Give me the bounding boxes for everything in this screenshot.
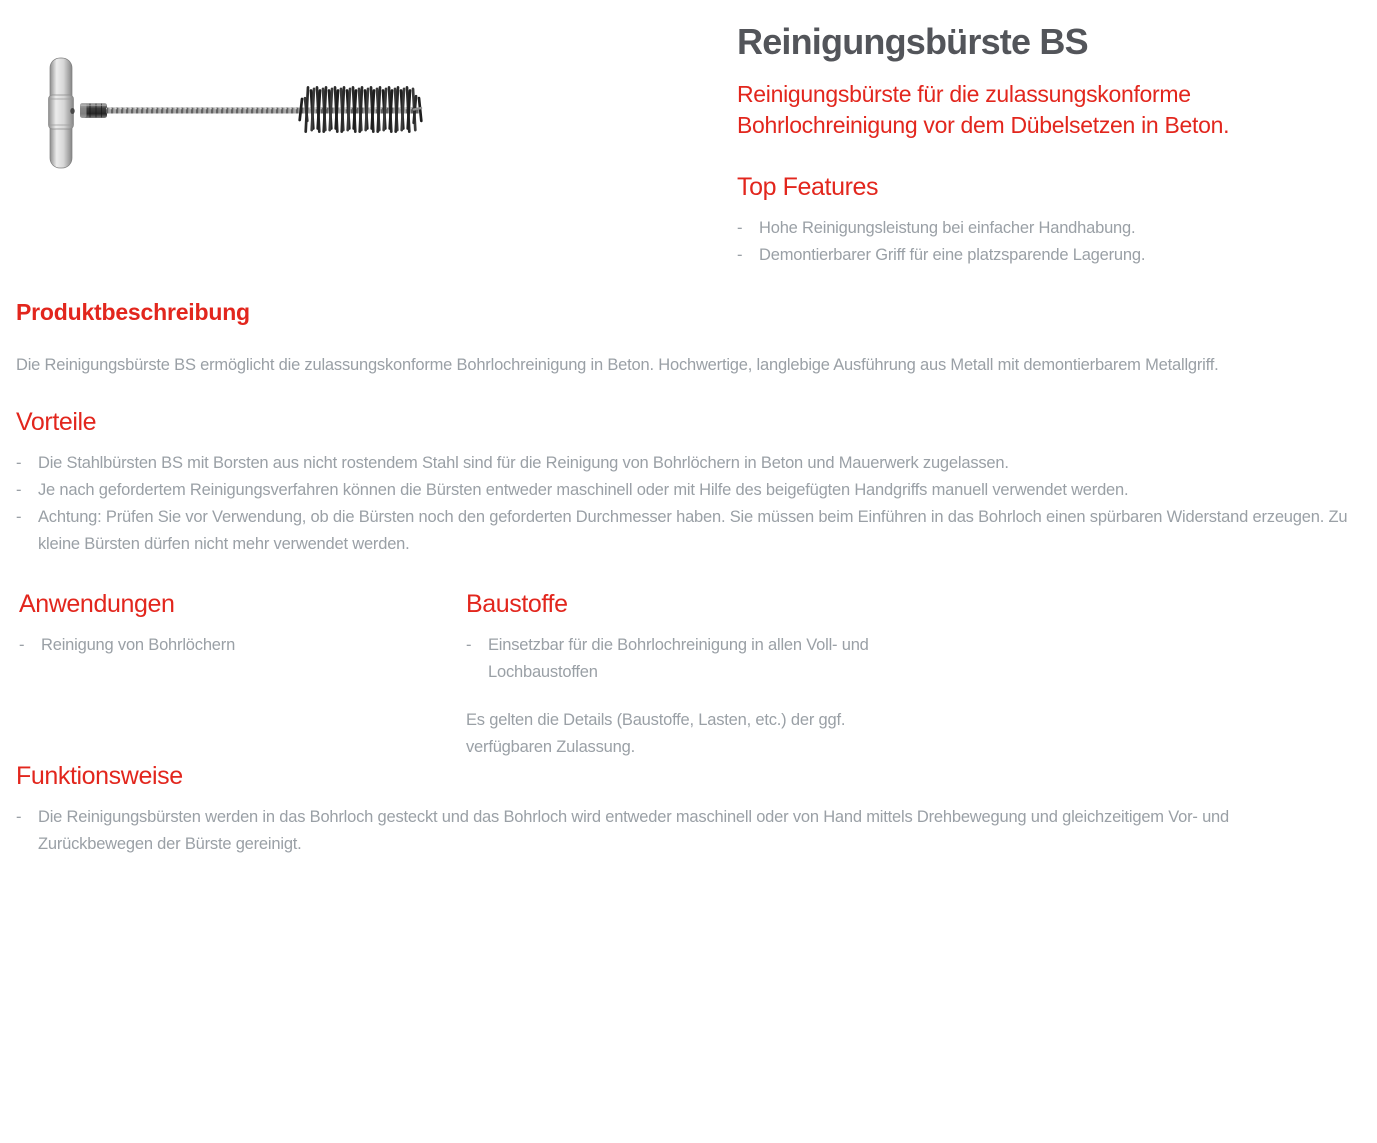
section-funktionsweise <box>16 761 1294 858</box>
list-item <box>16 450 1352 477</box>
list-item-text: Die Reinigungsbürsten werden in das Bohrloch gesteckt und das Bohrloch wird entweder maschinell oder von Hand mittels Drehbewegung und gleichzeitigem Vor- und Zurückbewegen der Bürste gereinigt. <box>38 808 1230 853</box>
anwendungen-list <box>19 632 439 659</box>
baustoffe-heading: Baustoffe <box>466 590 568 618</box>
funktionsweise-list <box>16 804 1294 858</box>
funktionsweise-heading: Funktionsweise <box>16 762 183 790</box>
brush-handle-collar <box>49 95 74 129</box>
cleaning-brush-illustration <box>40 45 440 180</box>
top-features-list <box>737 215 1299 269</box>
list-item <box>737 215 1299 242</box>
list-item-text: Hohe Reinigungsleistung bei einfacher Handhabung. <box>759 219 1136 237</box>
list-item-text: Reinigung von Bohrlöchern <box>41 636 236 654</box>
section-anwendungen <box>19 589 439 659</box>
list-item-text: Je nach gefordertem Reinigungsverfahren können die Bürsten entweder maschinell oder mit Hilfe des beigefügten Handgriffs manuell verwendet werden. <box>38 481 1129 499</box>
page-title: Reinigungsbürste BS <box>737 21 1088 62</box>
list-item-text: Demontierbarer Griff für eine platzsparende Lagerung. <box>759 246 1146 264</box>
anwendungen-heading: Anwendungen <box>19 590 175 618</box>
bullet-dash: - <box>737 219 743 237</box>
brush-bristles <box>300 87 422 131</box>
hero-right-column <box>737 20 1299 269</box>
list-item <box>16 804 1294 858</box>
bullet-dash: - <box>737 246 743 264</box>
top-features-heading: Top Features <box>737 173 879 201</box>
produktbeschreibung-heading: Produktbeschreibung <box>16 299 250 325</box>
product-image <box>40 45 440 180</box>
bullet-dash: - <box>16 454 22 472</box>
produktbeschreibung-body: Die Reinigungsbürste BS ermöglicht die zulassungskonforme Bohrlochreinigung in Beton. Hochwertige, langlebige Ausführung aus Metall mit demontierbarem Metallgriff. <box>16 356 1219 374</box>
handle-socket <box>70 108 74 114</box>
list-item-text: Achtung: Prüfen Sie vor Verwendung, ob die Bürsten noch den geforderten Durchmesser haben. Sie müssen beim Einführen in das Bohrloch einen spürbaren Widerstand erzeugen. Zu kleine Bürsten dürfen nicht mehr verwendet werden. <box>38 508 1348 553</box>
baustoffe-list <box>466 632 906 686</box>
list-item-text: Einsetzbar für die Bohrlochreinigung in allen Voll- und Lochbaustoffen <box>488 636 869 681</box>
bullet-dash: - <box>466 636 472 654</box>
bullet-dash: - <box>16 481 22 499</box>
list-item-text: Die Stahlbürsten BS mit Borsten aus nicht rostendem Stahl sind für die Reinigung von Bohrlöchern in Beton und Mauerwerk zugelassen. <box>38 454 1009 472</box>
section-vorteile <box>16 407 1352 558</box>
list-item <box>16 504 1352 558</box>
bullet-dash: - <box>19 636 25 654</box>
bullet-dash: - <box>16 508 22 526</box>
section-produktbeschreibung <box>16 297 1364 379</box>
list-item <box>16 477 1352 504</box>
list-item <box>19 632 439 659</box>
product-subtitle: Reinigungsbürste für die zulassungskonforme Bohrlochreinigung vor dem Dübelsetzen in Beton. <box>737 81 1230 138</box>
list-item <box>466 632 906 686</box>
vorteile-heading: Vorteile <box>16 408 97 436</box>
bullet-dash: - <box>16 808 22 826</box>
baustoffe-note: Es gelten die Details (Baustoffe, Lasten, etc.) der ggf. verfügbaren Zulassung. <box>466 711 846 756</box>
brush-tip <box>414 108 421 110</box>
vorteile-list <box>16 450 1352 558</box>
section-baustoffe <box>466 589 906 761</box>
list-item <box>737 242 1299 269</box>
